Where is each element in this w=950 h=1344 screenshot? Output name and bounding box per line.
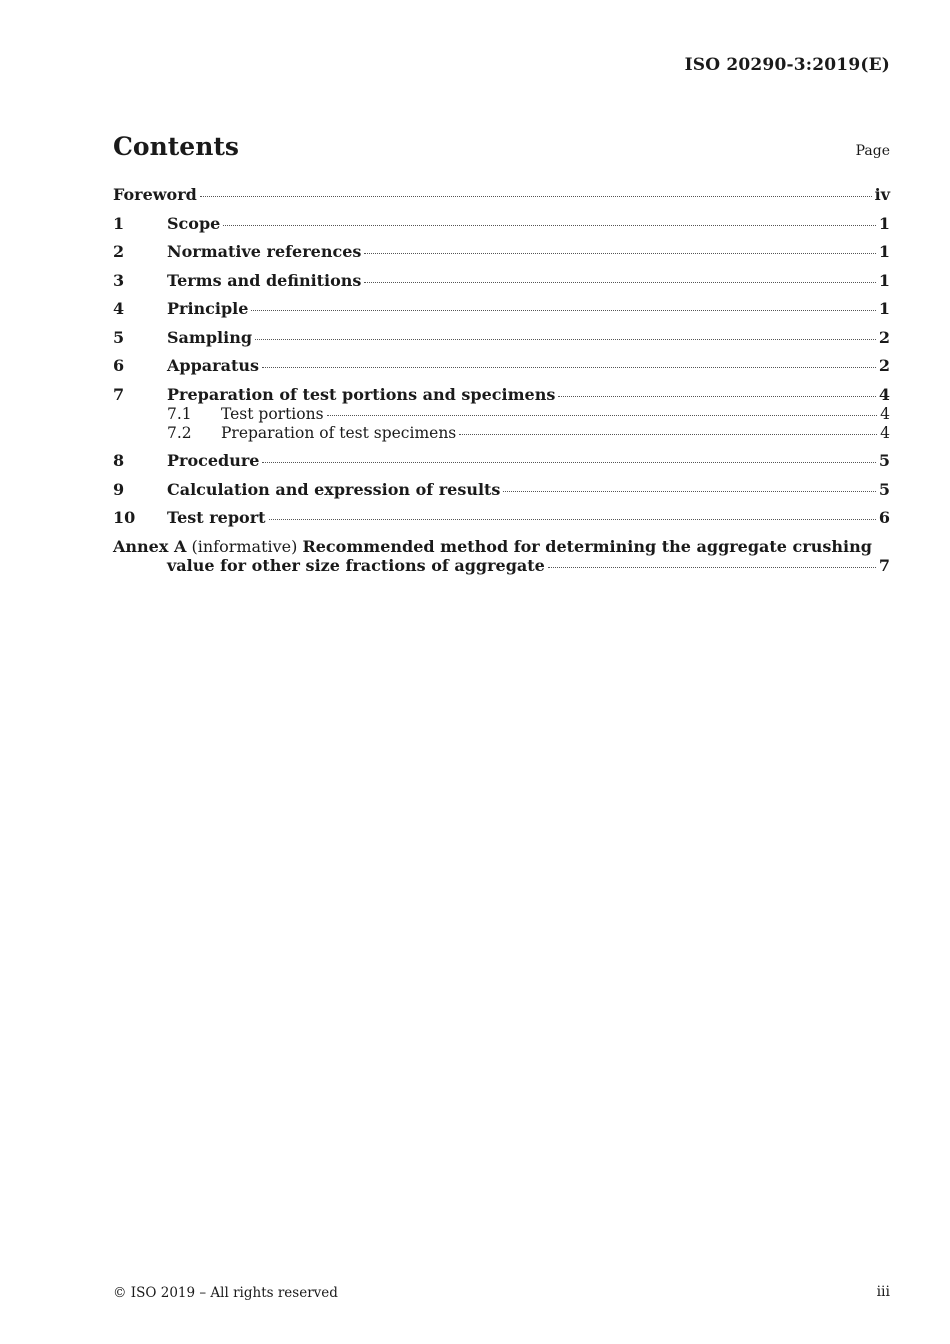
dot-leader bbox=[558, 396, 876, 397]
document-id: ISO 20290-3:2019(E) bbox=[684, 55, 890, 75]
annex-continuation-line bbox=[113, 556, 890, 576]
annex-title-line1: Recommended method for determining the aggregate crushing bbox=[302, 536, 872, 556]
dot-leader bbox=[459, 434, 877, 435]
toc-entry-3[interactable] bbox=[113, 271, 890, 291]
toc-entry-title: Calculation and expression of results bbox=[167, 479, 501, 499]
toc-entry-7[interactable] bbox=[113, 385, 890, 405]
annex-qualifier: (informative) bbox=[191, 536, 298, 556]
dot-leader bbox=[223, 225, 876, 226]
copyright-notice: © ISO 2019 – All rights reserved bbox=[113, 1285, 338, 1301]
toc-entry-page: 5 bbox=[878, 451, 890, 470]
toc-entry-title: Test portions bbox=[221, 404, 324, 423]
toc-entry-number: 7.2 bbox=[167, 423, 192, 442]
toc-entry-title: Normative references bbox=[167, 242, 362, 261]
dot-leader bbox=[262, 462, 875, 463]
toc-entry-title: Foreword bbox=[113, 185, 197, 204]
toc-entry-4[interactable] bbox=[113, 299, 890, 319]
toc-entry-page: 4 bbox=[878, 384, 890, 404]
page-column-label: Page bbox=[855, 143, 890, 159]
dot-leader bbox=[327, 415, 878, 416]
toc-entry-page: 1 bbox=[878, 299, 890, 318]
annex-label: Annex A bbox=[113, 536, 187, 556]
dot-leader bbox=[262, 367, 876, 368]
dot-leader bbox=[200, 196, 872, 197]
toc-entry-number: 7.1 bbox=[167, 404, 192, 423]
toc-entry-title: Principle bbox=[167, 299, 249, 318]
toc-entry-2[interactable] bbox=[113, 242, 890, 262]
toc-entry-page: 5 bbox=[878, 479, 890, 499]
toc-entry-9[interactable] bbox=[113, 480, 890, 500]
toc-entry-title: Terms and definitions bbox=[167, 270, 362, 290]
toc-entry-title: Scope bbox=[167, 213, 221, 233]
dot-leader bbox=[251, 310, 875, 311]
annex-title-line2: value for other size fractions of aggregate bbox=[167, 556, 545, 575]
toc-entry-7-2[interactable] bbox=[113, 424, 890, 443]
toc-entry-8[interactable] bbox=[113, 451, 890, 471]
toc-entry-title: Test report bbox=[167, 508, 266, 527]
toc-entry-number: 5 bbox=[113, 327, 125, 347]
toc-entry-annex-a[interactable] bbox=[113, 537, 890, 576]
toc-entry-foreword[interactable] bbox=[113, 185, 890, 205]
toc-entry-1[interactable] bbox=[113, 214, 890, 234]
toc-entry-7-1[interactable] bbox=[113, 405, 890, 424]
toc-entry-number: 6 bbox=[113, 356, 125, 375]
toc-entry-number: 4 bbox=[113, 299, 125, 318]
toc-entry-title: Apparatus bbox=[167, 356, 259, 375]
toc-entry-page: iv bbox=[874, 185, 890, 204]
toc-entry-number: 10 bbox=[113, 508, 136, 527]
toc-entry-page: 1 bbox=[878, 242, 890, 261]
toc-entry-number: 1 bbox=[113, 213, 125, 233]
toc-entry-page: 2 bbox=[878, 356, 890, 375]
toc-entry-title: Sampling bbox=[167, 327, 253, 347]
dot-leader bbox=[364, 253, 875, 254]
toc-entry-page: 6 bbox=[878, 508, 890, 527]
toc-entry-page: 1 bbox=[878, 270, 890, 290]
toc-entry-6[interactable] bbox=[113, 356, 890, 376]
toc-entry-page: 1 bbox=[878, 213, 890, 233]
dot-leader bbox=[503, 491, 875, 492]
toc-entry-page: 4 bbox=[880, 404, 890, 423]
toc-entry-number: 3 bbox=[113, 270, 125, 290]
toc-entry-title: Preparation of test portions and specimens bbox=[167, 384, 556, 404]
toc-entry-number: 9 bbox=[113, 479, 125, 499]
contents-title: Contents bbox=[113, 132, 240, 161]
toc-entry-number: 7 bbox=[113, 384, 125, 404]
annex-heading-line bbox=[113, 537, 890, 557]
toc-entry-page: 7 bbox=[878, 556, 890, 575]
toc-entry-5[interactable] bbox=[113, 328, 890, 348]
toc-entry-title: Procedure bbox=[167, 451, 260, 470]
table-of-contents bbox=[113, 185, 890, 576]
toc-entry-title: Preparation of test specimens bbox=[221, 423, 457, 442]
page-number: iii bbox=[876, 1284, 890, 1300]
dot-leader bbox=[255, 339, 876, 340]
toc-entry-page: 4 bbox=[880, 423, 890, 442]
toc-entry-page: 2 bbox=[878, 327, 890, 347]
toc-entry-10[interactable] bbox=[113, 508, 890, 528]
dot-leader bbox=[364, 282, 875, 283]
dot-leader bbox=[269, 519, 876, 520]
dot-leader bbox=[548, 567, 876, 568]
toc-entry-number: 8 bbox=[113, 451, 125, 470]
toc-entry-number: 2 bbox=[113, 242, 125, 261]
